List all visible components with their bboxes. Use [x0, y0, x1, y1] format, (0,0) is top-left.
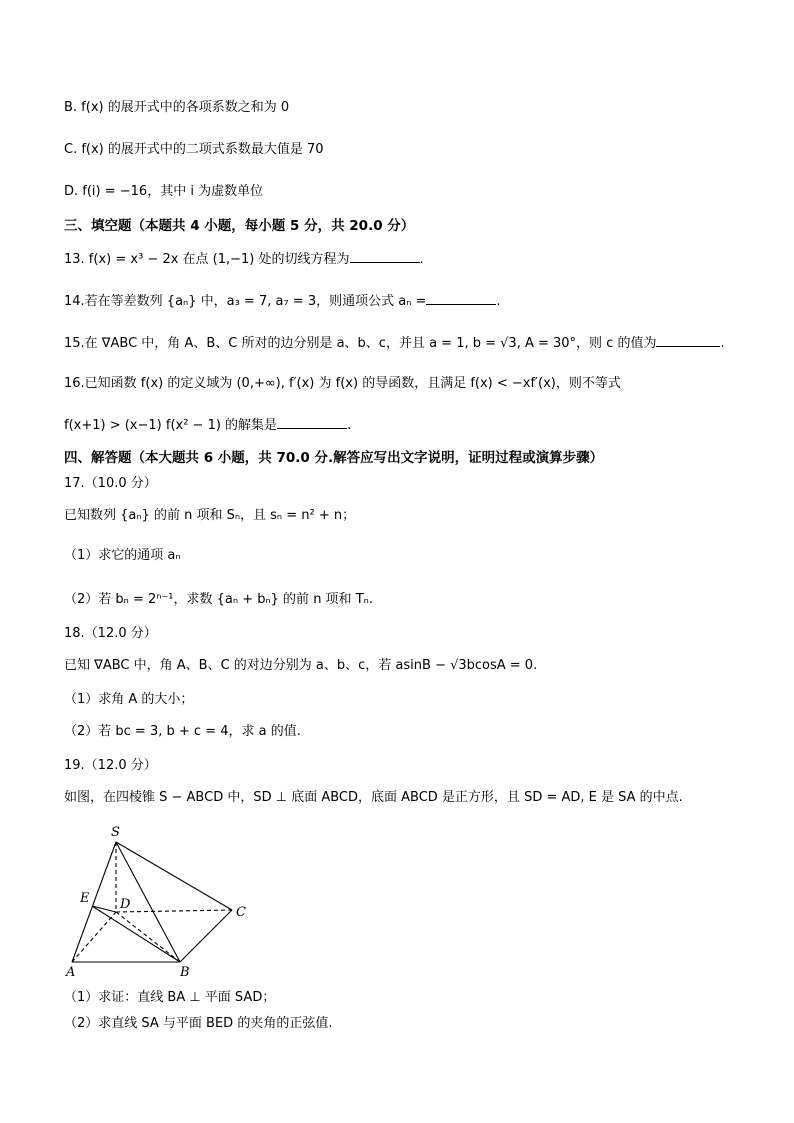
question-19-stem: 如图，在四棱锥 S − ABCD 中，SD ⊥ 底面 ABCD，底面 ABCD 是正方形，且 SD = AD, E 是 SA 的中点.	[64, 790, 683, 805]
edge-dc	[116, 910, 232, 912]
question-15-text: 15.在 ∇ABC 中，角 A、B、C 所对的边分别是 a、b、c，并且 a = 1, b = √3, A = 30°，则 c 的值为	[64, 336, 657, 351]
edge-ed	[92, 906, 116, 912]
option-b: B. f(x) 的展开式中的各项系数之和为 0	[64, 100, 290, 115]
label-s: S	[111, 825, 120, 840]
edge-bc	[180, 910, 232, 962]
label-e: E	[80, 891, 90, 906]
end-mark: .	[720, 336, 725, 351]
question-19-part-2: （2）求直线 SA 与平面 BED 的夹角的正弦值.	[64, 1016, 333, 1031]
question-17-stem: 已知数列 {aₙ} 的前 n 项和 Sₙ，且 sₙ = n² + n；	[64, 508, 356, 523]
question-13	[64, 248, 424, 270]
answer-blank	[277, 414, 347, 429]
question-19-part-1: （1）求证：直线 BA ⊥ 平面 SAD；	[64, 990, 276, 1005]
section-4-heading: 四、解答题（本大题共 6 小题，共 70.0 分.解答应写出文字说明，证明过程或演算步骤）	[64, 450, 604, 466]
question-17-part-1: （1）求它的通项 aₙ	[64, 548, 181, 563]
question-16-line-2	[64, 414, 351, 436]
question-15	[64, 332, 725, 354]
end-mark: .	[347, 418, 352, 433]
label-c: C	[236, 905, 246, 920]
answer-blank	[426, 290, 496, 305]
answer-blank	[350, 248, 420, 263]
question-14-text: 14.若在等差数列 {aₙ} 中，a₃ = 7, a₇ = 3，则通项公式 aₙ =	[64, 294, 427, 309]
question-17-header: 17.（10.0 分）	[64, 476, 157, 491]
question-18-part-1: （1）求角 A 的大小；	[64, 692, 194, 707]
edge-sc	[116, 842, 232, 910]
option-c: C. f(x) 的展开式中的二项式系数最大值是 70	[64, 142, 324, 157]
option-d: D. f(i) = −16，其中 i 为虚数单位	[64, 184, 264, 199]
edge-eb	[92, 906, 180, 962]
label-a: A	[66, 965, 76, 980]
edge-sa	[72, 842, 116, 962]
end-mark: .	[419, 252, 424, 267]
question-17-part-2: （2）若 bₙ = 2ⁿ⁻¹，求数 {aₙ + bₙ} 的前 n 项和 Tₙ.	[64, 592, 373, 607]
question-18-stem: 已知 ∇ABC 中，角 A、B、C 的对边分别为 a、b、c，若 asinB − √3bcosA = 0.	[64, 658, 538, 673]
question-14	[64, 290, 501, 312]
end-mark: .	[496, 294, 501, 309]
pyramid-figure	[60, 822, 260, 982]
question-16-line-1: 16.已知函数 f(x) 的定义域为 (0,+∞), f′(x) 为 f(x) 的导函数，且满足 f(x) < −xf′(x)，则不等式	[64, 376, 621, 391]
section-3-heading: 三、填空题（本题共 4 小题，每小题 5 分，共 20.0 分）	[64, 218, 415, 234]
edge-ad	[72, 912, 116, 962]
question-18-header: 18.（12.0 分）	[64, 626, 157, 641]
question-18-part-2: （2）若 bc = 3, b + c = 4，求 a 的值.	[64, 724, 301, 739]
label-d: D	[120, 897, 131, 912]
question-19-header: 19.（12.0 分）	[64, 758, 157, 773]
question-16-text: f(x+1) > (x−1) f(x² − 1) 的解集是	[64, 418, 278, 433]
label-b: B	[180, 965, 190, 980]
answer-blank	[656, 332, 720, 347]
question-13-text: 13. f(x) = x³ − 2x 在点 (1,−1) 处的切线方程为	[64, 252, 350, 267]
edge-db	[116, 912, 180, 962]
